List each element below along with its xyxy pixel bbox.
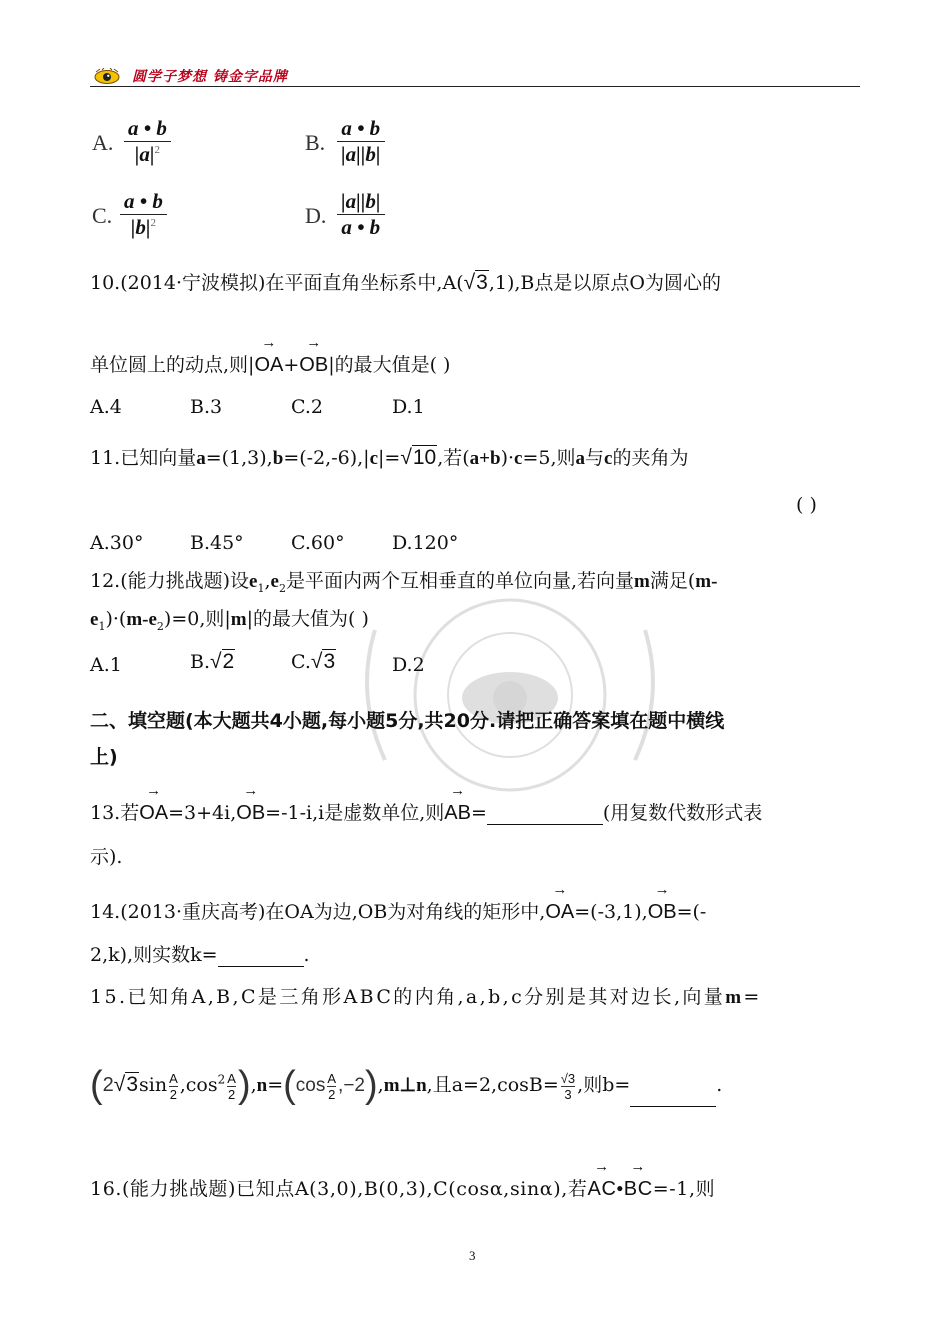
q11-text-7: =5,则 [522,447,576,469]
q10-line2 [90,350,450,377]
q12-l2-sub-1: 1 [98,619,106,633]
q14-text-1: 14.(2013·重庆高考)在OA为边,OB为对角线的矩形中, [90,901,546,923]
section2-heading-line2: 上) [90,746,118,768]
q9-option-c-den-text: |b| [130,215,151,239]
q15-comma2: , [377,1074,384,1096]
q9-option-c-letter: C. [92,203,113,228]
q14-period: . [303,944,310,966]
q15-vec-m: m [725,987,744,1008]
q14-text-2: =(-3,1), [574,901,648,923]
q14-answer-blank[interactable] [218,948,304,967]
q11-text-5: ,若( [437,447,470,469]
q10-text-b: ,1),B点是以原点O为圆心的 [488,272,721,294]
q15-nvec-frac [327,1071,336,1102]
q13-text-5: (用复数代数形式表 [602,802,763,824]
q15-frac2-den: 2 [227,1086,236,1102]
q10-vector-ob: → OB [299,354,328,377]
page-number: 3 [469,1248,476,1263]
q15-mvec-sup: 2 [217,1072,226,1087]
q9-option-c-numerator: a • b [124,189,163,213]
q13-text-3: =-1-i,i是虚数单位,则 [265,802,445,824]
q13-answer-blank[interactable] [487,806,603,825]
q11-option-b: B.45° [190,532,244,554]
q12-vec-m2: m- [695,571,718,592]
q10-text-c: 单位圆上的动点,则| [90,354,255,376]
q13-text-2: =3+4i, [168,802,237,824]
q12-l2-vec-m2: m [230,609,247,630]
q12-option-b-radicand: 2 [222,650,235,673]
q9-option-c-den-sup: 2 [150,217,157,229]
q15-tail-2: ,则b= [577,1074,631,1096]
q13-text-4: = [470,802,487,824]
q10-sqrt-radicand: 3 [476,271,488,294]
q11-vec-c: c [369,448,378,469]
q11-option-d: D.120° [392,532,459,554]
q9-option-a-fraction [124,116,171,167]
q9-option-d-fraction [337,189,385,240]
q12-option-b-label: B. [190,651,211,673]
q12-l2-text-3: |的最大值为( ) [246,608,369,630]
q11-text-1: 11.已知向量 [90,447,197,469]
q11-sqrt-radicand: 10 [412,446,437,469]
q15-frac1-den: 2 [169,1086,178,1102]
q12-option-d: D.2 [392,654,425,676]
q9-option-c-fraction [120,189,167,240]
q15-line1 [90,982,762,1009]
q14-vector-ob: → OB [648,901,677,924]
q9-option-d-denominator: a • b [337,214,385,240]
q10-option-c: C.2 [291,396,323,418]
q15-nvec-end: ,−2 [338,1075,365,1096]
q15-vec-n: n [256,1075,268,1096]
q10-line1 [90,268,721,295]
watermark-seal-icon [345,590,675,800]
q12-line1 [90,566,717,595]
q12-vec-m: m [634,571,650,592]
q15-tail-1: ,且a=2,cosB= [426,1074,559,1096]
q15-mvec-sin: sin [139,1074,168,1096]
q9-option-b-fraction [337,116,385,167]
q11-line1 [90,443,689,470]
q10-text-a: 10.(2014·宁波模拟)在平面直角坐标系中,A( [90,272,464,294]
q14-vector-oa: → OA [545,901,574,924]
q15-answer-blank[interactable] [630,1088,716,1107]
q10-option-b: B.3 [190,396,223,418]
q11-vec-c2: c [514,448,523,469]
q15-period: . [716,1074,723,1096]
q15-n-eq: = [267,1074,284,1096]
q15-mvec-frac2 [227,1071,236,1102]
q12-text-3: 满足( [649,570,696,592]
q11-text-4: |= [378,447,401,469]
q12-option-b [190,650,235,674]
q15-m-perp-n: m⊥n [383,1075,427,1096]
q12-l2-vec-m: m-e [126,609,157,630]
q16-text-2: =-1,则 [652,1178,716,1200]
q15-nfrac-num: A [327,1070,337,1086]
q11-vec-ab: a+b [469,448,501,469]
q13-vector-ob: → OB [236,802,265,825]
q15-mvec-frac1 [169,1071,178,1102]
q13-vector-ab: → AB [444,802,471,825]
q12-option-b-sqrt: √2 [210,650,235,673]
q11-text-3: =(-2,-6),| [283,447,370,469]
q12-l2-sub-2: 2 [156,619,164,633]
q11-text-9: 的夹角为 [612,447,689,469]
q14-line2 [90,940,310,967]
q11-answer-paren: ( ) [796,494,817,516]
q11-text-2: =(1,3), [205,447,273,469]
q12-vec-e1: e [249,571,258,592]
q13-vector-oa: → OA [139,802,168,825]
q9-option-c-denominator [120,214,167,240]
q9-option-a-den-sup: 2 [154,144,161,156]
q12-l2-vec-e1: e [90,609,99,630]
q12-text-2: 是平面内两个互相垂直的单位向量,若向量 [285,570,635,592]
q12-option-c [291,650,336,674]
q9-option-a-denominator [124,141,171,167]
q15-cosb-num: √3 [560,1070,576,1086]
q11-option-c: C.60° [291,532,345,554]
q12-sub-1: 1 [257,581,265,595]
q11-sqrt: √10 [400,446,437,469]
q15-nfrac-den: 2 [328,1086,336,1102]
q15-cosb-frac [561,1071,575,1102]
q12-option-c-label: C. [291,651,311,673]
q15-mvec-coef: 2 [102,1074,114,1096]
q11-vec-b: b [272,448,284,469]
q16-line1 [90,1174,715,1201]
q11-option-a: A.30° [90,532,144,554]
q15-mvec-radicand: 3 [126,1073,138,1096]
q12-l2-text-1: )·( [105,608,127,630]
q12-l2-text-2: )=0,则| [163,608,231,630]
q11-vec-a: a [196,448,206,469]
q15-frac1-num: A [169,1070,178,1086]
q9-option-b-numerator: a • b [341,116,381,140]
q13-text-1: 13.若 [90,802,140,824]
q14-text-3: =(- [676,901,707,923]
q10-option-d: D.1 [392,396,425,418]
q15-nvec-open-paren: ( [283,1064,296,1106]
q15-nvec-close-paren: ) [365,1064,378,1106]
q15-mvec-open-paren: ( [90,1064,103,1106]
q16-vector-ac: → AC [588,1178,617,1201]
q15-line2 [90,1064,722,1107]
q9-option-b-letter: B. [305,130,326,155]
q12-sub-2: 2 [278,581,286,595]
q12-text-1: 12.(能力挑战题)设 [90,570,250,592]
q11-text-6: )· [500,447,515,469]
q9-option-b-denominator: |a||b| [337,141,385,167]
q15-mvec-sqrt: √3 [113,1073,138,1096]
q13-line1 [90,798,762,825]
q15-mvec-cos: ,cos [179,1074,218,1096]
section2-heading-line1: 二、填空题(本大题共4小题,每小题5分,共20分.请把正确答案填在题中横线 [90,710,725,732]
brand-logo-icon [94,68,120,84]
q12-line2 [90,604,369,633]
q13-line2: 示). [90,846,123,868]
q16-dot: • [616,1179,624,1200]
q14-line1 [90,897,706,924]
q10-vector-oa: → OA [254,354,283,377]
q12-option-c-sqrt: √3 [310,650,336,673]
q12-option-c-radicand: 3 [323,650,336,673]
q12-comma: , [264,570,271,592]
q16-text-1: 16.(能力挑战题)已知点A(3,0),B(0,3),C(cosα,sinα),若 [90,1178,588,1200]
q14-text-4: 2,k),则实数k= [90,944,218,966]
q11-text-8: 与 [585,447,605,469]
brand-slogan: 圆学子梦想 铸金字品牌 [132,69,288,85]
q15-nvec-cos: cos [295,1075,326,1096]
q15-frac2-num: A [227,1070,236,1086]
q12-option-a: A.1 [90,654,122,676]
q10-option-a: A.4 [90,396,122,418]
q11-vec-c3: c [604,448,613,469]
q10-sqrt: √3 [463,271,488,294]
q15-cosb-den: 3 [561,1086,575,1102]
q16-vector-bc: → BC [624,1178,653,1201]
q10-text-d: |的最大值是( ) [328,354,451,376]
q15-eq: = [743,986,762,1008]
header-rule [90,86,860,87]
q15-mvec-close-paren: ) [237,1064,251,1106]
q9-option-a-letter: A. [92,130,114,155]
q9-option-a-den-text: |a| [134,142,155,166]
q15-comma: , [250,1074,257,1096]
q15-text-1: 15.已知角A,B,C是三角形ABC的内角,a,b,c分别是其对边长,向量 [90,986,726,1008]
q10-plus: + [283,354,300,376]
q9-option-a-numerator: a • b [128,116,167,140]
q11-vec-a2: a [575,448,586,469]
q12-vec-e2: e [270,571,279,592]
q9-option-d-letter: D. [305,203,327,228]
q9-option-d-numerator: |a||b| [341,189,381,213]
